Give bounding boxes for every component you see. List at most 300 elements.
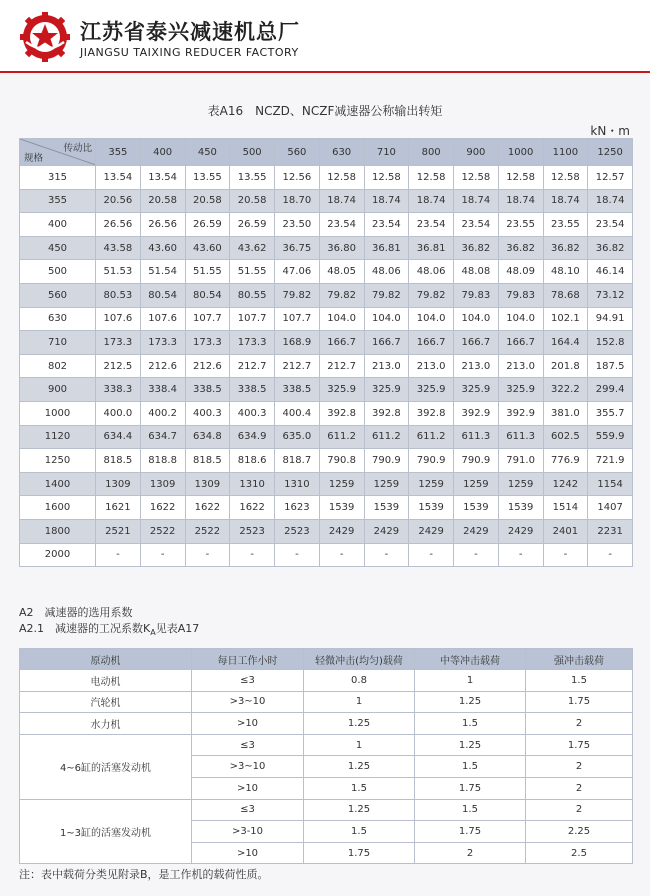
torque-cell: 818.5 bbox=[185, 449, 230, 473]
torque-cell: 212.6 bbox=[185, 354, 230, 378]
torque-cell: 102.1 bbox=[543, 307, 588, 331]
torque-cell: 1154 bbox=[588, 472, 633, 496]
torque-cell: 12.58 bbox=[498, 166, 543, 190]
torque-cell: 1514 bbox=[543, 496, 588, 520]
torque-cell: 78.68 bbox=[543, 283, 588, 307]
torque-cell: 51.55 bbox=[230, 260, 275, 284]
torque-cell: 152.8 bbox=[588, 331, 633, 355]
torque-cell: 2429 bbox=[454, 519, 499, 543]
service-factor-table bbox=[19, 648, 633, 864]
torque-cell: 173.3 bbox=[185, 331, 230, 355]
torque-cell: - bbox=[543, 543, 588, 567]
torque-cell: 325.9 bbox=[498, 378, 543, 402]
torque-cell: 173.3 bbox=[230, 331, 275, 355]
torque-cell: 104.0 bbox=[364, 307, 409, 331]
torque-cell: 400.3 bbox=[185, 401, 230, 425]
torque-cell: 325.9 bbox=[454, 378, 499, 402]
torque-cell: 2522 bbox=[185, 519, 230, 543]
light-cell: 1.5 bbox=[304, 821, 415, 843]
ratio-header: 800 bbox=[409, 139, 454, 166]
torque-cell: 1310 bbox=[230, 472, 275, 496]
table-row bbox=[20, 543, 633, 567]
torque-cell: 43.60 bbox=[140, 236, 185, 260]
torque-cell: 1623 bbox=[275, 496, 320, 520]
torque-cell: 23.54 bbox=[319, 213, 364, 237]
torque-cell: 173.3 bbox=[96, 331, 141, 355]
torque-cell: 392.9 bbox=[454, 401, 499, 425]
medium-cell: 2 bbox=[415, 842, 526, 864]
torque-cell: 43.60 bbox=[185, 236, 230, 260]
torque-cell: 1621 bbox=[96, 496, 141, 520]
torque-cell: 355.7 bbox=[588, 401, 633, 425]
spec-cell: 1000 bbox=[20, 401, 96, 425]
torque-cell: 12.58 bbox=[454, 166, 499, 190]
torque-cell: 338.5 bbox=[275, 378, 320, 402]
torque-cell: 1259 bbox=[364, 472, 409, 496]
light-cell: 0.8 bbox=[304, 670, 415, 692]
section-a2-heading: A2 减速器的选用系数 bbox=[19, 606, 133, 619]
heavy-cell: 1.75 bbox=[526, 734, 633, 756]
torque-cell: 104.0 bbox=[409, 307, 454, 331]
torque-cell: 12.57 bbox=[588, 166, 633, 190]
torque-cell: 166.7 bbox=[319, 331, 364, 355]
spec-cell: 450 bbox=[20, 236, 96, 260]
torque-cell: 1309 bbox=[140, 472, 185, 496]
torque-cell: 18.74 bbox=[364, 189, 409, 213]
torque-cell: 381.0 bbox=[543, 401, 588, 425]
torque-cell: 107.7 bbox=[275, 307, 320, 331]
spec-cell: 900 bbox=[20, 378, 96, 402]
torque-cell: 790.9 bbox=[409, 449, 454, 473]
torque-cell: 299.4 bbox=[588, 378, 633, 402]
spec-cell: 500 bbox=[20, 260, 96, 284]
torque-cell: 325.9 bbox=[409, 378, 454, 402]
table-row bbox=[20, 307, 633, 331]
torque-cell: - bbox=[230, 543, 275, 567]
torque-cell: 166.7 bbox=[364, 331, 409, 355]
torque-cell: 12.58 bbox=[543, 166, 588, 190]
torque-cell: 12.56 bbox=[275, 166, 320, 190]
light-cell: 1.25 bbox=[304, 713, 415, 735]
page-header bbox=[0, 0, 650, 72]
torque-cell: 79.82 bbox=[275, 283, 320, 307]
factor-header: 每日工作小时 bbox=[192, 649, 304, 670]
torque-cell: 48.06 bbox=[364, 260, 409, 284]
heavy-cell: 2.25 bbox=[526, 821, 633, 843]
spec-cell: 315 bbox=[20, 166, 96, 190]
torque-cell: 166.7 bbox=[409, 331, 454, 355]
torque-cell: 2231 bbox=[588, 519, 633, 543]
torque-cell: 400.3 bbox=[230, 401, 275, 425]
torque-cell: 48.09 bbox=[498, 260, 543, 284]
heavy-cell: 2 bbox=[526, 756, 633, 778]
torque-cell: 104.0 bbox=[319, 307, 364, 331]
torque-cell: 51.53 bbox=[96, 260, 141, 284]
torque-cell: 23.55 bbox=[543, 213, 588, 237]
torque-cell: 48.08 bbox=[454, 260, 499, 284]
table-row bbox=[20, 519, 633, 543]
torque-cell: 1407 bbox=[588, 496, 633, 520]
prime-mover-cell: 水力机 bbox=[20, 713, 192, 735]
spec-cell: 1600 bbox=[20, 496, 96, 520]
torque-cell: 164.4 bbox=[543, 331, 588, 355]
torque-cell: 26.56 bbox=[96, 213, 141, 237]
hours-cell: ≤3 bbox=[192, 799, 304, 821]
torque-cell: 13.54 bbox=[96, 166, 141, 190]
torque-table-corner bbox=[20, 139, 96, 166]
torque-cell: 1622 bbox=[185, 496, 230, 520]
torque-cell: 818.6 bbox=[230, 449, 275, 473]
medium-cell: 1.25 bbox=[415, 691, 526, 713]
ratio-header: 710 bbox=[364, 139, 409, 166]
torque-cell: 635.0 bbox=[275, 425, 320, 449]
spec-cell: 1800 bbox=[20, 519, 96, 543]
section-a21-text: A2.1 减速器的工况系数K bbox=[19, 622, 151, 635]
torque-cell: 634.7 bbox=[140, 425, 185, 449]
torque-cell: 1539 bbox=[498, 496, 543, 520]
light-cell: 1 bbox=[304, 691, 415, 713]
torque-cell: 1259 bbox=[498, 472, 543, 496]
torque-cell: 1310 bbox=[275, 472, 320, 496]
torque-cell: 173.3 bbox=[140, 331, 185, 355]
torque-cell: 721.9 bbox=[588, 449, 633, 473]
torque-cell: 18.74 bbox=[454, 189, 499, 213]
torque-cell: - bbox=[498, 543, 543, 567]
gear-star-logo-icon bbox=[20, 12, 70, 62]
torque-cell: 20.58 bbox=[230, 189, 275, 213]
torque-cell: 36.75 bbox=[275, 236, 320, 260]
torque-cell: 18.74 bbox=[498, 189, 543, 213]
torque-cell: 80.54 bbox=[185, 283, 230, 307]
ratio-header: 560 bbox=[275, 139, 320, 166]
torque-cell: 1259 bbox=[409, 472, 454, 496]
torque-cell: 1259 bbox=[454, 472, 499, 496]
torque-cell: 166.7 bbox=[498, 331, 543, 355]
factor-header: 强冲击载荷 bbox=[526, 649, 633, 670]
torque-table-body bbox=[20, 166, 633, 567]
hours-cell: >10 bbox=[192, 713, 304, 735]
torque-cell: 611.2 bbox=[409, 425, 454, 449]
table-row bbox=[20, 213, 633, 237]
spec-cell: 710 bbox=[20, 331, 96, 355]
torque-cell: 51.54 bbox=[140, 260, 185, 284]
table-row bbox=[20, 401, 633, 425]
torque-cell: 23.54 bbox=[588, 213, 633, 237]
torque-cell: 36.82 bbox=[498, 236, 543, 260]
torque-cell: 2522 bbox=[140, 519, 185, 543]
prime-mover-cell: 汽轮机 bbox=[20, 691, 192, 713]
ratio-header: 1100 bbox=[543, 139, 588, 166]
torque-cell: - bbox=[319, 543, 364, 567]
torque-cell: 73.12 bbox=[588, 283, 633, 307]
torque-cell: 48.06 bbox=[409, 260, 454, 284]
torque-cell: 2523 bbox=[275, 519, 320, 543]
torque-cell: 48.10 bbox=[543, 260, 588, 284]
heavy-cell: 1.75 bbox=[526, 691, 633, 713]
torque-cell: 212.7 bbox=[230, 354, 275, 378]
torque-cell: 212.7 bbox=[319, 354, 364, 378]
torque-cell: 107.7 bbox=[185, 307, 230, 331]
torque-cell: 20.58 bbox=[140, 189, 185, 213]
table-row bbox=[20, 425, 633, 449]
torque-cell: 48.05 bbox=[319, 260, 364, 284]
torque-cell: 168.9 bbox=[275, 331, 320, 355]
torque-cell: 23.55 bbox=[498, 213, 543, 237]
ratio-header: 450 bbox=[185, 139, 230, 166]
torque-cell: 790.9 bbox=[364, 449, 409, 473]
ratio-header: 900 bbox=[454, 139, 499, 166]
ratio-header: 400 bbox=[140, 139, 185, 166]
torque-cell: 12.58 bbox=[319, 166, 364, 190]
spec-cell: 355 bbox=[20, 189, 96, 213]
torque-cell: 79.82 bbox=[409, 283, 454, 307]
hours-cell: ≤3 bbox=[192, 670, 304, 692]
prime-mover-cell: 电动机 bbox=[20, 670, 192, 692]
table-row bbox=[20, 734, 633, 756]
torque-cell: 13.55 bbox=[230, 166, 275, 190]
heavy-cell: 1.5 bbox=[526, 670, 633, 692]
prime-mover-cell: 1~3缸的活塞发动机 bbox=[20, 799, 192, 864]
table-a16-title: 表A16 NCZD、NCZF减速器公称输出转矩 bbox=[207, 104, 443, 118]
footnote: 注：表中载荷分类见附录B，是工作机的载荷性质。 bbox=[19, 868, 269, 881]
torque-cell: 79.82 bbox=[364, 283, 409, 307]
torque-cell: 790.8 bbox=[319, 449, 364, 473]
torque-cell: 23.54 bbox=[409, 213, 454, 237]
torque-cell: 1539 bbox=[454, 496, 499, 520]
table-row bbox=[20, 331, 633, 355]
torque-cell: 26.59 bbox=[230, 213, 275, 237]
torque-cell: 80.53 bbox=[96, 283, 141, 307]
torque-cell: - bbox=[364, 543, 409, 567]
torque-cell: 2429 bbox=[409, 519, 454, 543]
company-name-cn: 江苏省泰兴减速机总厂 bbox=[80, 20, 300, 44]
torque-cell: 79.83 bbox=[454, 283, 499, 307]
factor-header: 轻微冲击(均匀)载荷 bbox=[304, 649, 415, 670]
torque-cell: 18.74 bbox=[319, 189, 364, 213]
torque-cell: 213.0 bbox=[498, 354, 543, 378]
torque-cell: 212.6 bbox=[140, 354, 185, 378]
torque-cell: 1259 bbox=[319, 472, 364, 496]
torque-cell: 20.56 bbox=[96, 189, 141, 213]
factor-header: 中等冲击载荷 bbox=[415, 649, 526, 670]
torque-cell: 634.8 bbox=[185, 425, 230, 449]
service-factor-header bbox=[20, 649, 633, 670]
torque-cell: 1622 bbox=[140, 496, 185, 520]
torque-cell: - bbox=[409, 543, 454, 567]
heavy-cell: 2 bbox=[526, 799, 633, 821]
torque-cell: 187.5 bbox=[588, 354, 633, 378]
torque-cell: 12.58 bbox=[409, 166, 454, 190]
torque-cell: 1242 bbox=[543, 472, 588, 496]
torque-cell: 36.82 bbox=[543, 236, 588, 260]
torque-cell: 36.82 bbox=[454, 236, 499, 260]
torque-cell: - bbox=[275, 543, 320, 567]
table-row bbox=[20, 189, 633, 213]
torque-cell: 23.50 bbox=[275, 213, 320, 237]
torque-cell: 325.9 bbox=[364, 378, 409, 402]
section-a21-heading bbox=[19, 620, 199, 637]
spec-cell: 1120 bbox=[20, 425, 96, 449]
torque-cell: 46.14 bbox=[588, 260, 633, 284]
medium-cell: 1.5 bbox=[415, 713, 526, 735]
torque-cell: - bbox=[185, 543, 230, 567]
torque-cell: 18.70 bbox=[275, 189, 320, 213]
torque-cell: 43.62 bbox=[230, 236, 275, 260]
medium-cell: 1.25 bbox=[415, 734, 526, 756]
torque-cell: 559.9 bbox=[588, 425, 633, 449]
prime-mover-cell: 4~6缸的活塞发动机 bbox=[20, 734, 192, 799]
company-name-en: JIANGSU TAIXING REDUCER FACTORY bbox=[80, 46, 299, 59]
table-row bbox=[20, 799, 633, 821]
torque-cell: 634.9 bbox=[230, 425, 275, 449]
torque-cell: 213.0 bbox=[364, 354, 409, 378]
spec-cell: 1250 bbox=[20, 449, 96, 473]
table-row bbox=[20, 449, 633, 473]
hours-cell: ≤3 bbox=[192, 734, 304, 756]
spec-cell: 630 bbox=[20, 307, 96, 331]
torque-cell: 790.9 bbox=[454, 449, 499, 473]
torque-cell: 2429 bbox=[319, 519, 364, 543]
header-divider bbox=[0, 71, 650, 73]
torque-cell: 776.9 bbox=[543, 449, 588, 473]
table-a16-unit: kN・m bbox=[590, 124, 630, 138]
torque-cell: 213.0 bbox=[454, 354, 499, 378]
spec-cell: 560 bbox=[20, 283, 96, 307]
ratio-header: 1250 bbox=[588, 139, 633, 166]
torque-table bbox=[19, 138, 633, 567]
table-row bbox=[20, 691, 633, 713]
table-row bbox=[20, 378, 633, 402]
torque-cell: 634.4 bbox=[96, 425, 141, 449]
table-row bbox=[20, 496, 633, 520]
corner-label-spec: 规格 bbox=[24, 153, 44, 164]
torque-cell: - bbox=[140, 543, 185, 567]
torque-cell: 47.06 bbox=[275, 260, 320, 284]
table-row bbox=[20, 260, 633, 284]
section-a21-subscript: A bbox=[150, 628, 156, 638]
light-cell: 1.25 bbox=[304, 756, 415, 778]
light-cell: 1 bbox=[304, 734, 415, 756]
table-row bbox=[20, 670, 633, 692]
spec-cell: 400 bbox=[20, 213, 96, 237]
torque-cell: 392.8 bbox=[409, 401, 454, 425]
section-a21-ref: 见表A17 bbox=[155, 622, 200, 635]
torque-cell: 80.55 bbox=[230, 283, 275, 307]
torque-cell: 12.58 bbox=[364, 166, 409, 190]
torque-cell: 80.54 bbox=[140, 283, 185, 307]
spec-cell: 2000 bbox=[20, 543, 96, 567]
torque-cell: 400.4 bbox=[275, 401, 320, 425]
torque-cell: 26.59 bbox=[185, 213, 230, 237]
torque-cell: 611.2 bbox=[319, 425, 364, 449]
torque-cell: 818.5 bbox=[96, 449, 141, 473]
torque-cell: 51.55 bbox=[185, 260, 230, 284]
torque-cell: 1539 bbox=[364, 496, 409, 520]
torque-cell: 322.2 bbox=[543, 378, 588, 402]
torque-cell: 338.4 bbox=[140, 378, 185, 402]
medium-cell: 1.75 bbox=[415, 777, 526, 799]
torque-cell: 23.54 bbox=[364, 213, 409, 237]
torque-cell: 36.80 bbox=[319, 236, 364, 260]
torque-cell: 1539 bbox=[409, 496, 454, 520]
torque-cell: 2401 bbox=[543, 519, 588, 543]
torque-cell: 94.91 bbox=[588, 307, 633, 331]
table-row bbox=[20, 354, 633, 378]
light-cell: 1.5 bbox=[304, 777, 415, 799]
table-row bbox=[20, 166, 633, 190]
torque-cell: 79.82 bbox=[319, 283, 364, 307]
torque-cell: 611.2 bbox=[364, 425, 409, 449]
torque-cell: 1539 bbox=[319, 496, 364, 520]
ratio-header: 355 bbox=[96, 139, 141, 166]
torque-cell: 26.56 bbox=[140, 213, 185, 237]
torque-cell: 392.8 bbox=[319, 401, 364, 425]
spec-cell: 1400 bbox=[20, 472, 96, 496]
torque-cell: 2429 bbox=[364, 519, 409, 543]
torque-cell: 392.8 bbox=[364, 401, 409, 425]
torque-cell: 818.7 bbox=[275, 449, 320, 473]
table-row bbox=[20, 713, 633, 735]
torque-cell: 611.3 bbox=[498, 425, 543, 449]
heavy-cell: 2 bbox=[526, 713, 633, 735]
torque-cell: 392.9 bbox=[498, 401, 543, 425]
torque-cell: 104.0 bbox=[454, 307, 499, 331]
torque-cell: 18.74 bbox=[543, 189, 588, 213]
torque-cell: 36.82 bbox=[588, 236, 633, 260]
torque-cell: - bbox=[96, 543, 141, 567]
torque-cell: - bbox=[454, 543, 499, 567]
torque-cell: 400.2 bbox=[140, 401, 185, 425]
hours-cell: >3~10 bbox=[192, 756, 304, 778]
torque-cell: 104.0 bbox=[498, 307, 543, 331]
light-cell: 1.75 bbox=[304, 842, 415, 864]
medium-cell: 1 bbox=[415, 670, 526, 692]
torque-cell: 212.7 bbox=[275, 354, 320, 378]
light-cell: 1.25 bbox=[304, 799, 415, 821]
torque-cell: 818.8 bbox=[140, 449, 185, 473]
torque-cell: 79.83 bbox=[498, 283, 543, 307]
hours-cell: >10 bbox=[192, 842, 304, 864]
table-row bbox=[20, 236, 633, 260]
ratio-header: 630 bbox=[319, 139, 364, 166]
hours-cell: >10 bbox=[192, 777, 304, 799]
torque-cell: 107.6 bbox=[96, 307, 141, 331]
torque-cell: - bbox=[588, 543, 633, 567]
torque-cell: 36.81 bbox=[409, 236, 454, 260]
medium-cell: 1.75 bbox=[415, 821, 526, 843]
torque-cell: 325.9 bbox=[319, 378, 364, 402]
spec-cell: 802 bbox=[20, 354, 96, 378]
torque-cell: 2523 bbox=[230, 519, 275, 543]
torque-cell: 201.8 bbox=[543, 354, 588, 378]
torque-cell: 400.0 bbox=[96, 401, 141, 425]
torque-cell: 107.6 bbox=[140, 307, 185, 331]
torque-cell: 338.5 bbox=[185, 378, 230, 402]
torque-cell: 1309 bbox=[185, 472, 230, 496]
service-factor-body bbox=[20, 670, 633, 864]
torque-cell: 338.5 bbox=[230, 378, 275, 402]
corner-label-ratio: 传动比 bbox=[63, 143, 92, 154]
torque-cell: 2429 bbox=[498, 519, 543, 543]
torque-cell: 602.5 bbox=[543, 425, 588, 449]
torque-cell: 338.3 bbox=[96, 378, 141, 402]
torque-cell: 166.7 bbox=[454, 331, 499, 355]
torque-cell: 43.58 bbox=[96, 236, 141, 260]
heavy-cell: 2.5 bbox=[526, 842, 633, 864]
torque-cell: 1622 bbox=[230, 496, 275, 520]
torque-cell: 23.54 bbox=[454, 213, 499, 237]
hours-cell: >3~10 bbox=[192, 691, 304, 713]
